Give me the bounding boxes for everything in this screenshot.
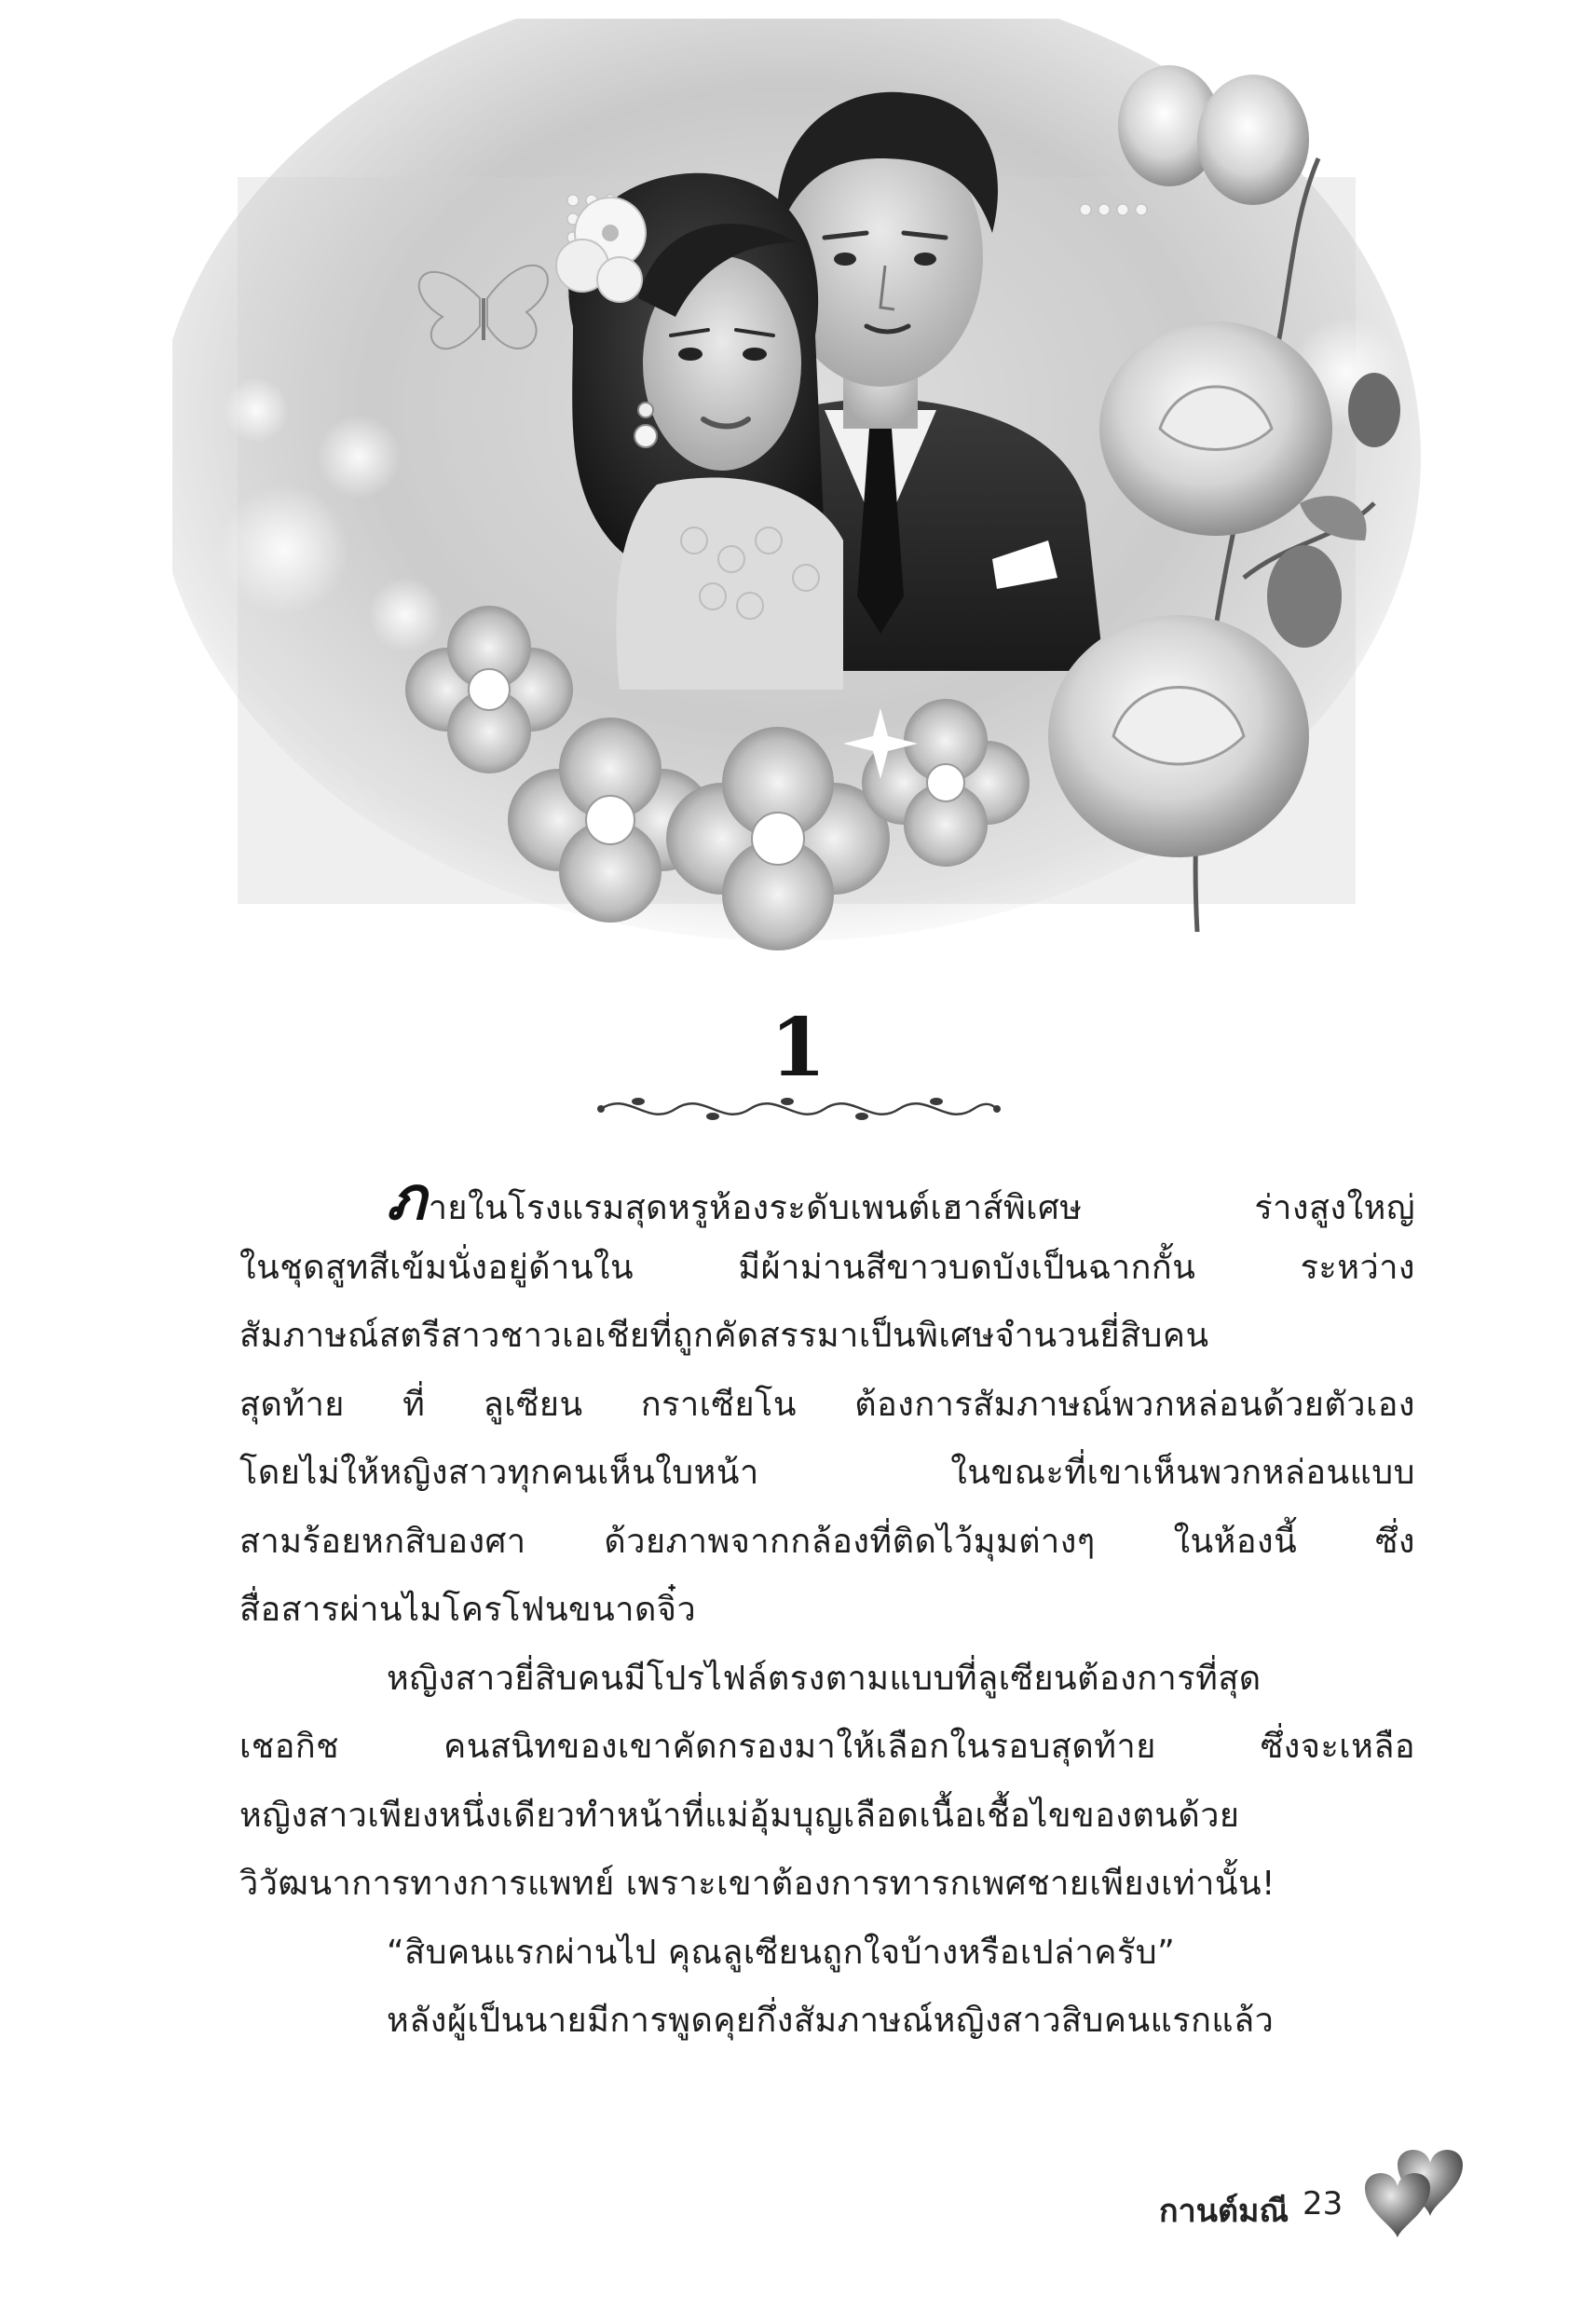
text-line: ในชุดสูทสีเข้มนั่งอยู่ด้านใน มีผ้าม่านสีขาวบดบังเป็นฉากกั้น ระหว่าง <box>239 1248 1415 1287</box>
text-line: สามร้อยหกสิบองศา ด้วยภาพจากกล้องที่ติดไว้มุมต่างๆ ในห้องนี้ ซึ่ง <box>239 1522 1415 1561</box>
text-line: โดยไม่ให้หญิงสาวทุกคนเห็นใบหน้า ในขณะที่เขาเห็นพวกหล่อนแบบ <box>239 1454 1415 1492</box>
vine-ornament-icon <box>592 1088 1006 1129</box>
text-line: วิวัฒนาการทางการแพทย์ เพราะเขาต้องการทารกเพศชายเพียงเท่านั้น! <box>239 1865 1275 1903</box>
page-number: 23 <box>1303 2185 1344 2222</box>
text-line: สื่อสารผ่านไมโครโฟนขนาดจิ๋ว <box>239 1591 697 1629</box>
cover-illustration <box>172 19 1421 960</box>
hearts-icon <box>1351 2141 1491 2244</box>
text-line: หญิงสาวเพียงหนึ่งเดียวทำหน้าที่แม่อุ้มบุญเลือดเนื้อเชื้อไขของตนด้วย <box>239 1796 1240 1835</box>
drop-cap: ภ <box>387 1165 427 1234</box>
text-line <box>239 1165 1415 1234</box>
body-text <box>239 1165 1415 2056</box>
chapter-number: 1 <box>770 1001 826 1095</box>
line-text: ายในโรงแรมสุดหรูห้องระดับเพนต์เฮาส์พิเศษ ร่างสูงใหญ่ <box>428 1189 1415 1227</box>
text-line: หญิงสาวยี่สิบคนมีโปรไฟล์ตรงตามแบบที่ลูเซียนต้องการที่สุด <box>387 1659 1262 1698</box>
footer-author: กานต์มณี <box>1159 2193 1289 2230</box>
text-line: หลังผู้เป็นนายมีการพูดคุยกึ่งสัมภาษณ์หญิงสาวสิบคนแรกแล้ว <box>387 2002 1275 2040</box>
text-line: สัมภาษณ์สตรีสาวชาวเอเชียที่ถูกคัดสรรมาเป็นพิเศษจำนวนยี่สิบคน <box>239 1317 1209 1355</box>
text-line: “สิบคนแรกผ่านไป คุณลูเซียนถูกใจบ้างหรือเปล่าครับ” <box>387 1933 1176 1972</box>
text-line: เชอกิช คนสนิทของเขาคัดกรองมาให้เลือกในรอบสุดท้าย ซึ่งจะเหลือ <box>239 1728 1415 1766</box>
text-line: สุดท้าย ที่ ลูเซียน กราเซียโน ต้องการสัมภาษณ์พวกหล่อนด้วยตัวเอง <box>239 1385 1415 1424</box>
